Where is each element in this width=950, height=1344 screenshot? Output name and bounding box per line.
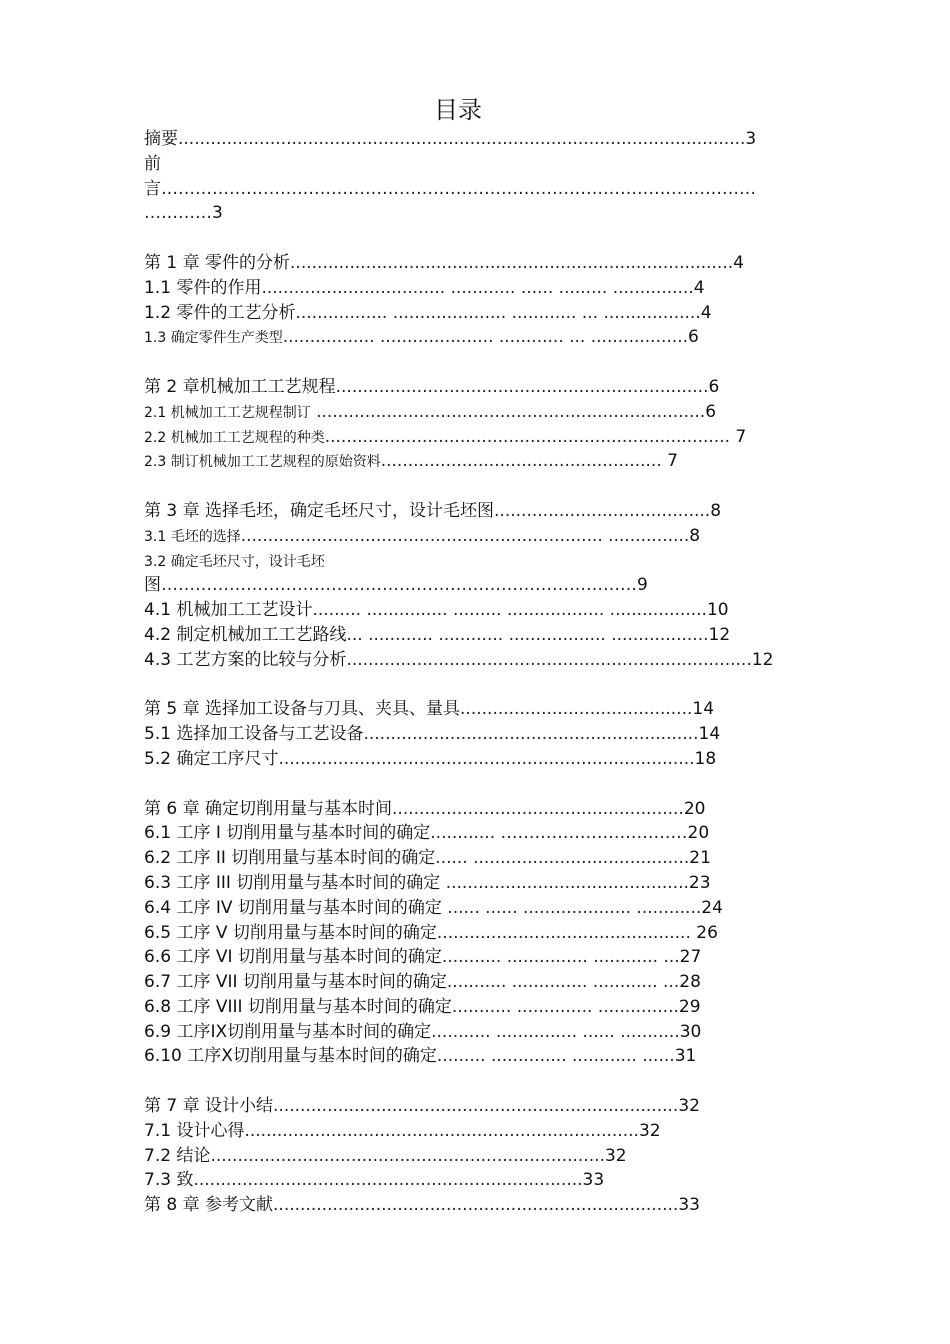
toc-entry-leader: .............................................................. bbox=[363, 724, 699, 745]
toc-entry-leader: ........... .............. ............... bbox=[451, 996, 679, 1017]
toc-entry bbox=[144, 871, 844, 896]
toc-entry-leader: ...... ........................................ bbox=[435, 848, 690, 869]
toc-entry-title: 3.2 确定毛坯尺寸，设计毛坯 bbox=[144, 553, 325, 570]
toc-entry-title: 4.3 工艺方案的比较与分析 bbox=[144, 649, 347, 670]
toc-entry bbox=[144, 970, 844, 995]
toc-entry bbox=[144, 499, 844, 524]
toc-entry-page: 30 bbox=[679, 1021, 702, 1042]
toc-entry-page: 31 bbox=[674, 1046, 697, 1067]
toc-entry-title: 摘要 bbox=[144, 129, 178, 149]
toc-entry-page: 14 bbox=[692, 699, 715, 720]
toc-entry-page: 32 bbox=[638, 1120, 661, 1141]
toc-entry bbox=[144, 127, 844, 152]
toc-entry-title: 7.3 致 bbox=[144, 1170, 194, 1191]
toc-entry-title: 6.5 工序 V 切削用量与基本时间的确定 bbox=[144, 922, 437, 943]
toc-entry-leader: ......................................................................................................... bbox=[178, 129, 746, 149]
toc-entry bbox=[144, 251, 844, 276]
toc-entry-leader: ........................................... bbox=[460, 699, 693, 720]
toc-entry-leader: ........................................................................ bbox=[310, 401, 706, 422]
toc-entry bbox=[144, 301, 844, 326]
toc-entry bbox=[144, 623, 844, 648]
toc-entry-page: 3 bbox=[745, 129, 757, 149]
toc-entry bbox=[144, 1119, 844, 1144]
toc-entry-title: 5.1 选择加工设备与工艺设备 bbox=[144, 724, 364, 745]
toc-entry bbox=[144, 201, 844, 226]
toc-entry bbox=[144, 177, 844, 202]
toc-entry-title: 4.2 制定机械加工工艺路线 bbox=[144, 624, 347, 645]
toc-spacer bbox=[144, 772, 844, 797]
toc-entry-title: 6.1 工序 I 切削用量与基本时间的确定 bbox=[144, 823, 431, 844]
toc-entry-title: 第 6 章 确定切削用量与基本时间 bbox=[144, 798, 393, 819]
toc-entry-page: 8 bbox=[710, 500, 722, 521]
toc-entry bbox=[144, 425, 844, 450]
toc-entry bbox=[144, 921, 844, 946]
toc-entry-title: 第 1 章 零件的分析 bbox=[144, 252, 291, 273]
toc-entry bbox=[144, 1094, 844, 1119]
toc-entry bbox=[144, 598, 844, 623]
toc-entry bbox=[144, 1020, 844, 1045]
toc-entry bbox=[144, 821, 844, 846]
toc-entry-title: 4.1 机械加工工艺设计 bbox=[144, 600, 313, 621]
toc-entry bbox=[144, 400, 844, 425]
toc-entry-page: 20 bbox=[683, 798, 706, 819]
toc-entry bbox=[144, 524, 844, 549]
toc-entry-leader: ......... ............... ......... .................. .................. bbox=[312, 600, 707, 621]
toc-entry bbox=[144, 1168, 844, 1193]
toc-entry-page: 9 bbox=[637, 575, 648, 596]
toc-entry-leader: ........... ............... ...... ........... bbox=[431, 1021, 680, 1042]
table-of-contents bbox=[144, 127, 844, 1218]
toc-entry-leader: .................................. ............ ...... ......... ............... bbox=[261, 277, 694, 298]
toc-entry bbox=[144, 276, 844, 301]
toc-entry-page: 4 bbox=[693, 277, 705, 298]
toc-entry-page: 12 bbox=[751, 649, 774, 670]
toc-entry-page: 29 bbox=[678, 996, 701, 1017]
toc-spacer bbox=[144, 350, 844, 375]
toc-spacer bbox=[144, 1069, 844, 1094]
toc-entry-leader: ........... .............. ............ ... bbox=[446, 972, 680, 993]
toc-entry-title: 5.2 确定工序尺寸 bbox=[144, 748, 279, 769]
toc-entry-page: 4 bbox=[733, 252, 744, 273]
toc-spacer bbox=[144, 673, 844, 698]
toc-entry bbox=[144, 722, 844, 747]
toc-entry bbox=[144, 1144, 844, 1169]
toc-entry-page: 27 bbox=[679, 947, 702, 968]
toc-entry bbox=[144, 797, 844, 822]
toc-entry bbox=[144, 375, 844, 400]
toc-entry-title: 6.8 工序 VIII 切削用量与基本时间的确定 bbox=[144, 996, 452, 1017]
toc-entry bbox=[144, 995, 844, 1020]
toc-entry bbox=[144, 697, 844, 722]
toc-entry-page: 3 bbox=[212, 203, 223, 224]
toc-entry-page: 33 bbox=[582, 1170, 605, 1191]
toc-entry bbox=[144, 846, 844, 871]
toc-entry-leader: ......... .............. ............ ...... bbox=[436, 1046, 675, 1067]
toc-entry bbox=[144, 648, 844, 673]
toc-entry-page: 23 bbox=[688, 872, 711, 893]
toc-entry-leader: ...... ...... .................... ............ bbox=[441, 897, 702, 918]
toc-entry-leader: ........................................................................ bbox=[193, 1170, 583, 1191]
toc-entry-page: 14 bbox=[698, 724, 721, 745]
toc-entry-leader: ............ …………………………… bbox=[430, 823, 688, 844]
toc-entry-leader: ............................................. bbox=[440, 872, 689, 893]
toc-entry-leader: ........................................................................... bbox=[273, 1195, 679, 1216]
toc-entry bbox=[144, 152, 844, 177]
toc-entry-leader: ................. ..................... ............ ... .................. bbox=[282, 327, 689, 348]
toc-entry-page: 32 bbox=[678, 1096, 700, 1117]
toc-entry-page: 20 bbox=[687, 823, 710, 844]
toc-entry-title: 前 bbox=[144, 153, 161, 174]
toc-entry-leader: ............................................... bbox=[436, 922, 691, 943]
toc-entry-leader: ........................................ bbox=[494, 500, 711, 521]
toc-entry bbox=[144, 747, 844, 772]
toc-entry-title: 1.3 确定零件生产类型 bbox=[144, 330, 283, 347]
toc-entry-page: 4 bbox=[700, 302, 712, 323]
toc-entry-title: 言 bbox=[144, 178, 161, 199]
toc-entry bbox=[144, 325, 844, 350]
toc-entry bbox=[144, 945, 844, 970]
toc-entry-title: 6.6 工序 VI 切削用量与基本时间的确定 bbox=[144, 947, 442, 968]
toc-entry-title: 2.2 机械加工工艺规程的种类 bbox=[144, 429, 325, 446]
toc-entry-page: 18 bbox=[694, 748, 717, 769]
page-title: 目录 bbox=[434, 96, 482, 124]
toc-entry-title: 6.9 工序IX切削用量与基本时间的确定 bbox=[144, 1021, 432, 1042]
toc-entry-leader: ................................................................... ............... bbox=[240, 525, 690, 546]
toc-entry-title: 6.3 工序 III 切削用量与基本时间的确定 bbox=[144, 872, 441, 893]
toc-entry-leader: ........................................................................... bbox=[273, 1096, 679, 1117]
toc-entry-leader: .................................................... bbox=[380, 451, 662, 472]
toc-entry-title: 6.4 工序 IV 切削用量与基本时间的确定 bbox=[144, 897, 442, 918]
toc-entry-leader: ........................................................................... bbox=[324, 426, 731, 447]
toc-entry-page: 10 bbox=[706, 600, 729, 621]
toc-entry-page: 8 bbox=[689, 525, 701, 546]
toc-entry-page: 21 bbox=[689, 848, 711, 869]
toc-entry-title: 第 3 章 选择毛坯，确定毛坯尺寸，设计毛坯图 bbox=[144, 500, 495, 521]
toc-entry-leader: ...................................................... bbox=[392, 798, 684, 819]
toc-entry bbox=[144, 573, 844, 598]
toc-entry-leader: ......................................................................... bbox=[210, 1145, 605, 1166]
toc-entry-title: 3.1 毛坯的选择 bbox=[144, 528, 241, 545]
toc-entry-title: 6.10 工序Ⅹ切削用量与基本时间的确定 bbox=[144, 1046, 437, 1067]
toc-entry-leader: ………………………………………………………………………… bbox=[161, 575, 637, 596]
toc-entry-page: 6 bbox=[688, 327, 699, 348]
toc-entry-page: 33 bbox=[678, 1195, 700, 1216]
toc-entry-leader: .................................................................................. bbox=[290, 252, 734, 273]
toc-entry-title: 7.2 结论 bbox=[144, 1145, 211, 1166]
toc-entry-leader: ................. ..................... ............ ... .................. bbox=[295, 302, 701, 323]
toc-entry-page: 28 bbox=[679, 972, 701, 993]
toc-entry-title: 7.1 设计心得 bbox=[144, 1120, 245, 1141]
toc-entry-title: 6.2 工序 II 切削用量与基本时间的确定 bbox=[144, 848, 436, 869]
toc-entry-leader: ............................................................................. bbox=[278, 748, 695, 769]
toc-spacer bbox=[144, 226, 844, 251]
toc-entry-leader: …………………………………………………………………………………………… bbox=[161, 178, 756, 199]
toc-entry-title: 6.7 工序 VII 切削用量与基本时间的确定 bbox=[144, 972, 447, 993]
toc-entry-title: 第 2 章机械加工工艺规程 bbox=[144, 376, 336, 397]
toc-entry-page: 32 bbox=[604, 1145, 627, 1166]
toc-entry-title: 第 7 章 设计小结 bbox=[144, 1096, 274, 1117]
toc-entry-page: 7 bbox=[661, 451, 678, 472]
toc-entry bbox=[144, 1044, 844, 1069]
toc-entry-leader: ........... ............... ............ ... bbox=[441, 947, 680, 968]
toc-entry-page: 6 bbox=[705, 401, 717, 422]
toc-entry-leader: ..................................................................... bbox=[335, 376, 709, 397]
toc-entry-title: 第 5 章 选择加工设备与刀具、夹具、量具 bbox=[144, 699, 461, 720]
toc-entry-leader: ......................................................................... bbox=[244, 1120, 639, 1141]
toc-spacer bbox=[144, 474, 844, 499]
toc-entry-title: 2.3 制订机械加工工艺规程的原始资料 bbox=[144, 454, 381, 471]
toc-entry bbox=[144, 896, 844, 921]
toc-entry bbox=[144, 449, 844, 474]
toc-entry-page: 6 bbox=[708, 376, 720, 397]
toc-entry-leader: ... ............ ............ .................. .................. bbox=[346, 624, 709, 645]
toc-entry-leader: ………… bbox=[144, 203, 212, 224]
toc-entry-title: 第 8 章 参考文献 bbox=[144, 1195, 274, 1216]
toc-entry bbox=[144, 1193, 844, 1218]
toc-entry bbox=[144, 549, 844, 574]
toc-entry-title: 1.1 零件的作用 bbox=[144, 277, 262, 298]
toc-entry-page: 7 bbox=[730, 426, 747, 447]
toc-entry-title: 2.1 机械加工工艺规程制订 bbox=[144, 404, 311, 421]
toc-entry-page: 12 bbox=[708, 624, 731, 645]
toc-entry-leader: ........................................................................... bbox=[346, 649, 752, 670]
toc-entry-page: 26 bbox=[690, 922, 718, 943]
toc-entry-title: 1.2 零件的工艺分析 bbox=[144, 302, 296, 323]
toc-entry-title: 图 bbox=[144, 575, 161, 596]
toc-entry-page: 24 bbox=[701, 897, 723, 918]
